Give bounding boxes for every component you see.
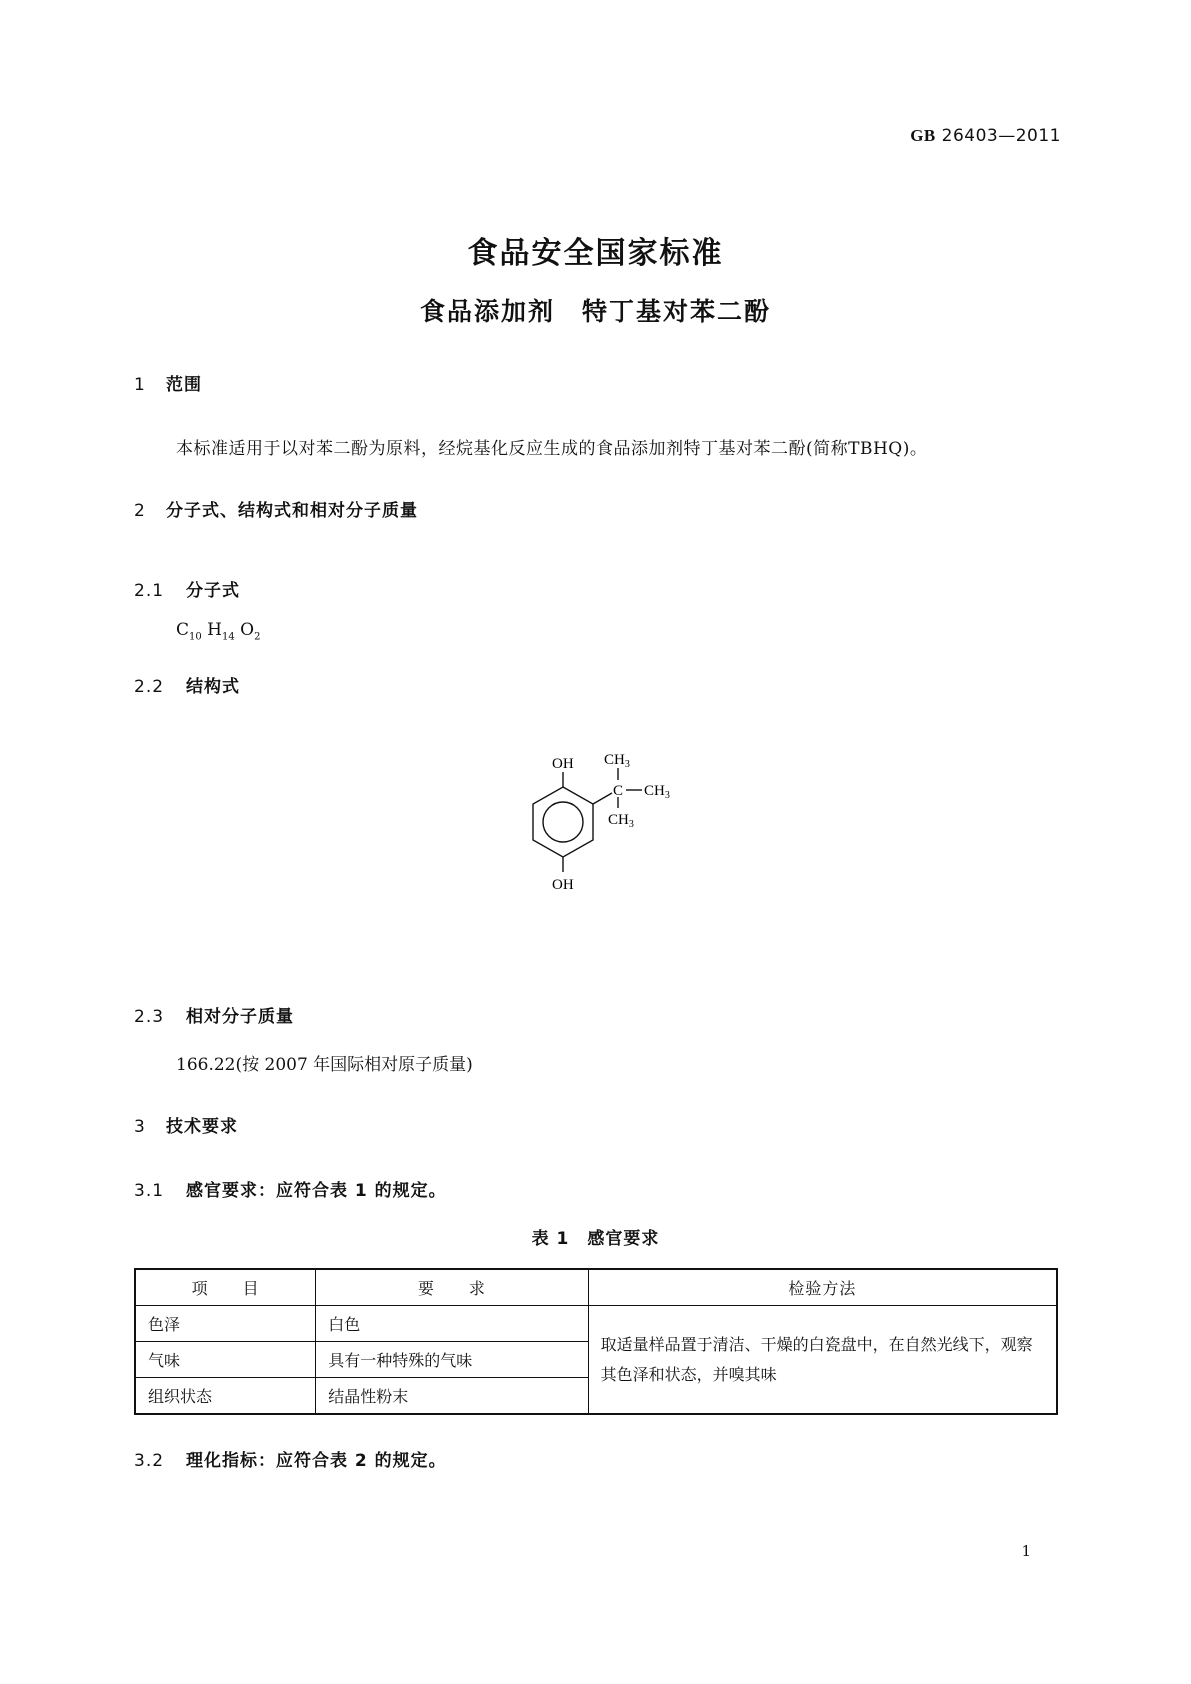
section-number: 3 (134, 1117, 146, 1137)
table-cell-item: 组织状态 (135, 1378, 316, 1415)
benzene-ring (533, 787, 593, 857)
table-header-method: 检验方法 (588, 1269, 1057, 1306)
table-row (135, 1306, 1057, 1342)
section-number: 3.2 (134, 1451, 165, 1471)
formula-o-count: 2 (254, 631, 261, 643)
table-cell-method: 取适量样品置于清洁、干燥的白瓷盘中，在自然光线下，观察其色泽和状态，并嗅其味 (588, 1306, 1057, 1415)
section-title: 相对分子质量 (186, 1007, 294, 1027)
page-subtitle: 食品添加剂 特丁基对苯二酚 (419, 297, 771, 326)
label-ch3-right: $CH_3$ (644, 783, 670, 801)
page-title: 食品安全国家标准 (467, 236, 724, 271)
table-cell-item: 气味 (135, 1342, 316, 1378)
formula-c: C (176, 620, 190, 640)
section-number: 2 (134, 501, 146, 521)
scope-paragraph: 本标准适用于以对苯二酚为原料，经烷基化反应生成的食品添加剂特丁基对苯二酚(简称TBHQ)。 (176, 439, 928, 459)
table-header-requirement: 要 求 (316, 1269, 588, 1306)
section-1-heading (134, 370, 202, 395)
section-2-3-heading (134, 1002, 294, 1027)
section-2-heading (134, 496, 418, 521)
label-oh-bottom: OH (552, 877, 574, 893)
label-c: C (613, 783, 624, 799)
section-2-2-heading (134, 672, 240, 697)
section-3-heading (134, 1112, 238, 1137)
formula-o: O (240, 620, 255, 640)
section-title: 技术要求 (166, 1117, 238, 1137)
section-number: 1 (134, 375, 146, 395)
section-number: 3.1 (134, 1181, 165, 1201)
label-ch3-top: $CH_3$ (604, 752, 630, 770)
molar-mass-text: 166.22(按 2007 年国际相对原子质量) (176, 1055, 473, 1075)
section-title: 理化指标：应符合表 2 的规定。 (186, 1451, 447, 1471)
section-2-1-heading (134, 576, 240, 601)
standard-code (910, 126, 1061, 146)
section-number: 2.1 (134, 581, 165, 601)
table-1-caption: 表 1 感官要求 (531, 1229, 660, 1249)
section-3-2-heading (134, 1446, 447, 1471)
table-cell-requirement: 具有一种特殊的气味 (316, 1342, 588, 1378)
section-title: 分子式、结构式和相对分子质量 (166, 501, 418, 521)
section-number: 2.2 (134, 677, 165, 697)
section-title: 分子式 (186, 581, 240, 601)
formula-c-count: 10 (189, 631, 202, 643)
table-cell-requirement: 白色 (316, 1306, 588, 1342)
section-title: 感官要求：应符合表 1 的规定。 (186, 1181, 447, 1201)
section-3-1-heading (134, 1176, 447, 1201)
table-cell-requirement: 结晶性粉末 (316, 1378, 588, 1415)
aromatic-circle (543, 802, 583, 842)
sensory-requirements-table (134, 1268, 1058, 1415)
page-number: 1 (1021, 1542, 1031, 1560)
formula-h: H (207, 620, 222, 640)
formula-h-count: 14 (221, 631, 235, 643)
molecular-formula (176, 620, 260, 642)
label-ch3-bottom: $CH_3$ (608, 812, 634, 830)
table-header-row (135, 1269, 1057, 1306)
table-header-item: 项 目 (135, 1269, 316, 1306)
section-number: 2.3 (134, 1007, 165, 1027)
section-title: 范围 (166, 375, 202, 395)
bond-ring-c (593, 793, 612, 804)
standard-prefix: GB (910, 126, 936, 145)
label-oh-top: OH (552, 756, 574, 772)
structural-formula-diagram (516, 742, 696, 922)
table-cell-item: 色泽 (135, 1306, 316, 1342)
section-title: 结构式 (186, 677, 240, 697)
standard-number: 26403—2011 (941, 126, 1061, 146)
